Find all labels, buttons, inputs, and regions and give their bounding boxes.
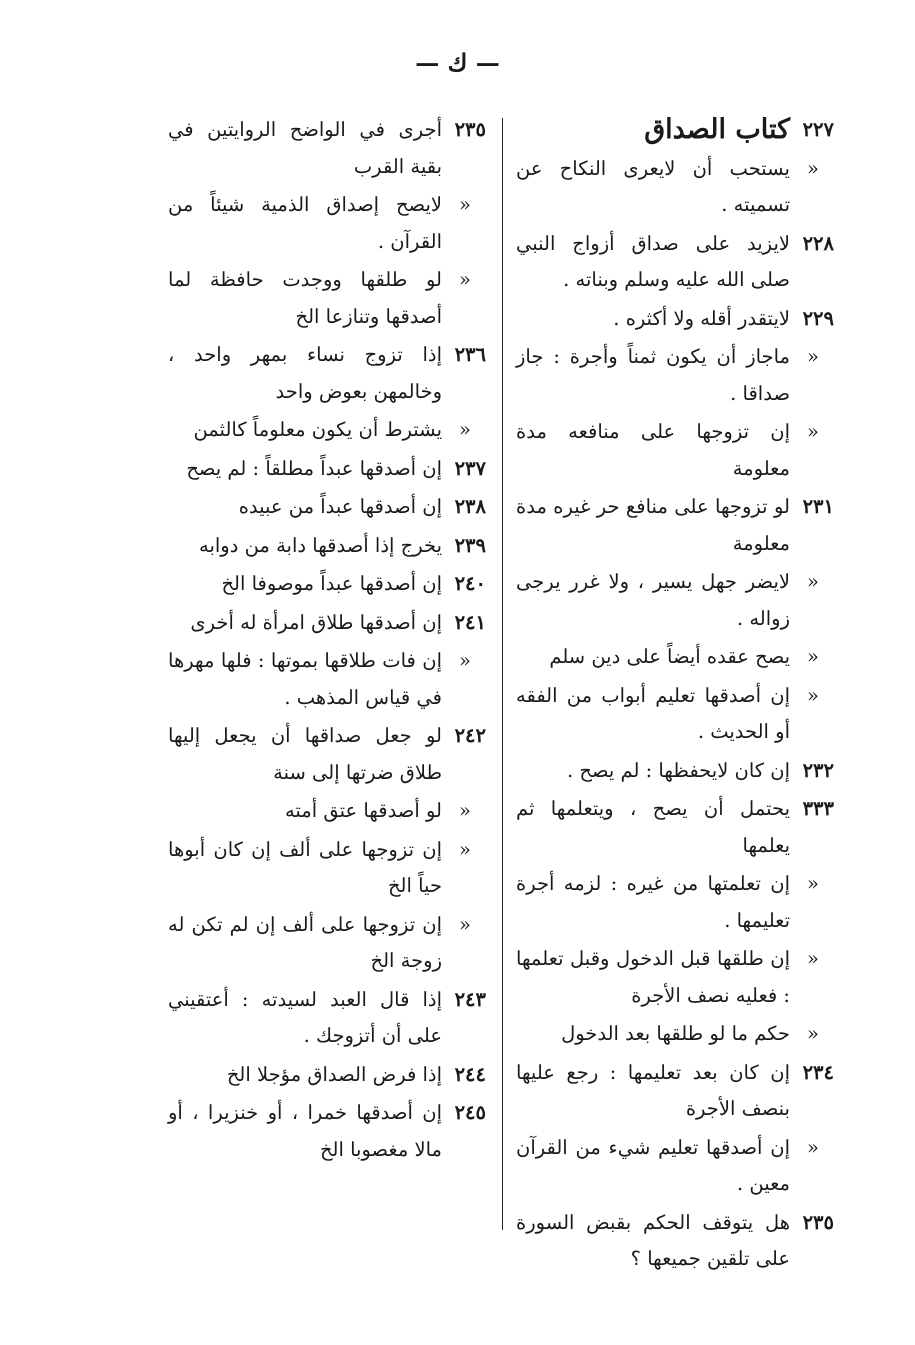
entry-page-number: ٢٣٥ [802, 1210, 834, 1234]
index-entry [516, 112, 834, 149]
entry-page-number: ٢٤٠ [454, 572, 486, 595]
index-entry [168, 412, 486, 449]
index-entry [168, 262, 486, 335]
entry-text: إن فات طلاقها بموتها : فلها مهرها في قياس المذهب . [168, 649, 442, 709]
ditto-mark: « [459, 799, 471, 822]
index-entry [516, 678, 834, 751]
index-entry [516, 753, 834, 790]
entry-page-number: ٢٣٩ [454, 533, 486, 557]
ditto-mark: « [807, 156, 819, 180]
entry-page-number: ٢٤٣ [454, 987, 486, 1011]
entry-text: إن كان لايحفظها : لم يصح . [566, 758, 790, 782]
entry-text: إن طلقها قبل الدخول وقبل تعلمها : فعليه نصف الأجرة [516, 947, 790, 1007]
column-divider [502, 118, 503, 1230]
entry-text: لو طلقها ووجدت حافظة لما أصدقها وتنازعا الخ [168, 268, 442, 328]
index-entry [168, 982, 486, 1055]
ditto-mark: « [807, 645, 819, 668]
entry-text: أجرى في الواضح الروايتين في بقية القرب [168, 118, 442, 178]
entry-text: لايضر جهل يسير ، ولا غرر يرجى زواله . [516, 570, 790, 630]
ditto-mark: « [807, 570, 819, 593]
entry-text: يحتمل أن يصح ، ويتعلمها ثم يعلمها [516, 797, 790, 857]
entry-page-number: ٢٣١ [802, 495, 834, 518]
index-entry [168, 528, 486, 565]
index-entry [168, 718, 486, 791]
section-title: كتاب الصداق [644, 114, 790, 145]
entry-page-number: ٢٤١ [454, 610, 486, 634]
index-entry [168, 793, 486, 830]
ditto-mark: « [807, 1022, 819, 1045]
index-entry [516, 1016, 834, 1053]
index-entry [168, 605, 486, 642]
entry-page-number: ٢٤٤ [454, 1062, 486, 1086]
entry-page-number: ٢٣٥ [454, 118, 486, 141]
index-entry [516, 941, 834, 1014]
index-entry [168, 451, 486, 488]
index-entry [168, 1095, 486, 1168]
entry-page-number: ٢٢٨ [802, 231, 834, 255]
ditto-mark: « [807, 420, 819, 443]
entry-text: لايتقدر أقله ولا أكثره . [613, 306, 790, 330]
ditto-mark: « [807, 683, 819, 707]
index-entry [168, 489, 486, 526]
index-entry [516, 866, 834, 939]
entry-text: إذا قال العبد لسيدته : أعتقيني على أن أتزوجك . [168, 987, 442, 1047]
entry-text: يصح عقده أيضاً على دين سلم [549, 645, 790, 668]
ditto-mark: « [459, 649, 471, 672]
index-entry [168, 1057, 486, 1094]
index-entry [516, 301, 834, 338]
index-entry [516, 1130, 834, 1203]
ditto-mark: « [807, 872, 819, 895]
entry-text: إذا فرض الصداق مؤجلا الخ [226, 1062, 442, 1086]
index-entry [168, 566, 486, 603]
index-entry [168, 337, 486, 410]
ditto-mark: « [459, 268, 471, 291]
entry-text: إن أصدقها تعليم شيء من القرآن معين . [516, 1135, 790, 1195]
entry-text: هل يتوقف الحكم بقبض السورة على تلقين جميعها ؟ [516, 1210, 790, 1270]
index-entry [516, 639, 834, 676]
index-entry [516, 489, 834, 562]
ditto-mark: « [459, 912, 471, 936]
entry-page-number: ٢٣٧ [454, 456, 486, 480]
index-entry [168, 832, 486, 905]
ditto-mark: « [807, 947, 819, 970]
ditto-mark: « [807, 1135, 819, 1159]
entry-text: حكم ما لو طلقها بعد الدخول [561, 1022, 790, 1045]
entry-page-number: ٢٢٩ [802, 306, 834, 330]
entry-page-number: ٢٣٨ [454, 495, 486, 518]
entry-text: إن أصدقها طلاق امرأة له أخرى [190, 610, 442, 634]
ditto-mark: « [459, 193, 471, 216]
entry-text: يستحب أن لايعرى النكاح عن تسميته . [516, 156, 790, 216]
entry-text: ماجاز أن يكون ثمناً وأجرة : جاز صداقا . [516, 345, 790, 405]
index-entry [168, 643, 486, 716]
page-number-header: — ك — [415, 48, 500, 77]
index-entry [516, 339, 834, 412]
entry-text: إن أصدقها تعليم أبواب من الفقه أو الحديث . [516, 683, 790, 743]
entry-text: إن تزوجها على منافعه مدة معلومة [516, 420, 790, 480]
entry-text: إن تزوجها على ألف إن لم تكن له زوجة الخ [168, 912, 442, 972]
entry-page-number: ٢٢٧ [802, 118, 834, 141]
index-entry [516, 564, 834, 637]
entry-text: إن أصدقها خمرا ، أو خنزيرا ، أو مالا مغصوبا الخ [168, 1101, 442, 1161]
entry-text: لو أصدقها عتق أمته [284, 799, 442, 822]
index-entry [516, 414, 834, 487]
entry-page-number: ٢٤٢ [454, 724, 486, 747]
entry-text: لايصح إصداق الذمية شيئاً من القرآن . [168, 193, 442, 253]
index-entry [168, 112, 486, 185]
entry-text: إن أصدقها عبداً موصوفا الخ [221, 572, 442, 595]
entry-page-number: ٢٣٢ [802, 758, 834, 782]
entry-page-number: ٣٣٣ [802, 797, 834, 820]
ditto-mark: « [459, 837, 471, 861]
entry-text: لايزيد على صداق أزواج النبي صلى الله عليه وسلم وبناته . [516, 231, 790, 291]
left-column [168, 112, 486, 1170]
entry-page-number: ٢٣٤ [802, 1060, 834, 1084]
entry-text: إذا تزوج نساء بمهر واحد ، وخالمهن بعوض واحد [168, 343, 442, 403]
entry-text: إن تعلمتها من غيره : لزمه أجرة تعليمها . [516, 872, 790, 932]
entry-text: يخرج إذا أصدقها دابة من دوابه [198, 533, 442, 557]
entry-text: إن كان بعد تعليمها : رجع عليها بنصف الأجرة [516, 1060, 790, 1120]
ditto-mark: « [459, 418, 471, 441]
entry-text: يشترط أن يكون معلوماً كالثمن [193, 418, 442, 441]
index-entry [168, 187, 486, 260]
index-entry [516, 1205, 834, 1278]
right-column [516, 112, 834, 1280]
index-entry [516, 1055, 834, 1128]
entry-text: لو جعل صداقها أن يجعل إليها طلاق ضرتها إلى سنة [168, 724, 442, 784]
entry-text: إن أصدقها عبداً مطلقاً : لم يصح [186, 456, 442, 480]
index-entry [516, 791, 834, 864]
index-entry [168, 907, 486, 980]
entry-page-number: ٢٤٥ [454, 1101, 486, 1124]
entry-text: لو تزوجها على منافع حر غيره مدة معلومة [516, 495, 790, 555]
entry-text: إن أصدقها عبداً من عبيده [238, 495, 442, 518]
ditto-mark: « [807, 345, 819, 368]
index-entry [516, 151, 834, 224]
entry-page-number: ٢٣٦ [454, 343, 486, 366]
entry-text: إن تزوجها على ألف إن كان أبوها حياً الخ [168, 837, 442, 897]
index-entry [516, 226, 834, 299]
